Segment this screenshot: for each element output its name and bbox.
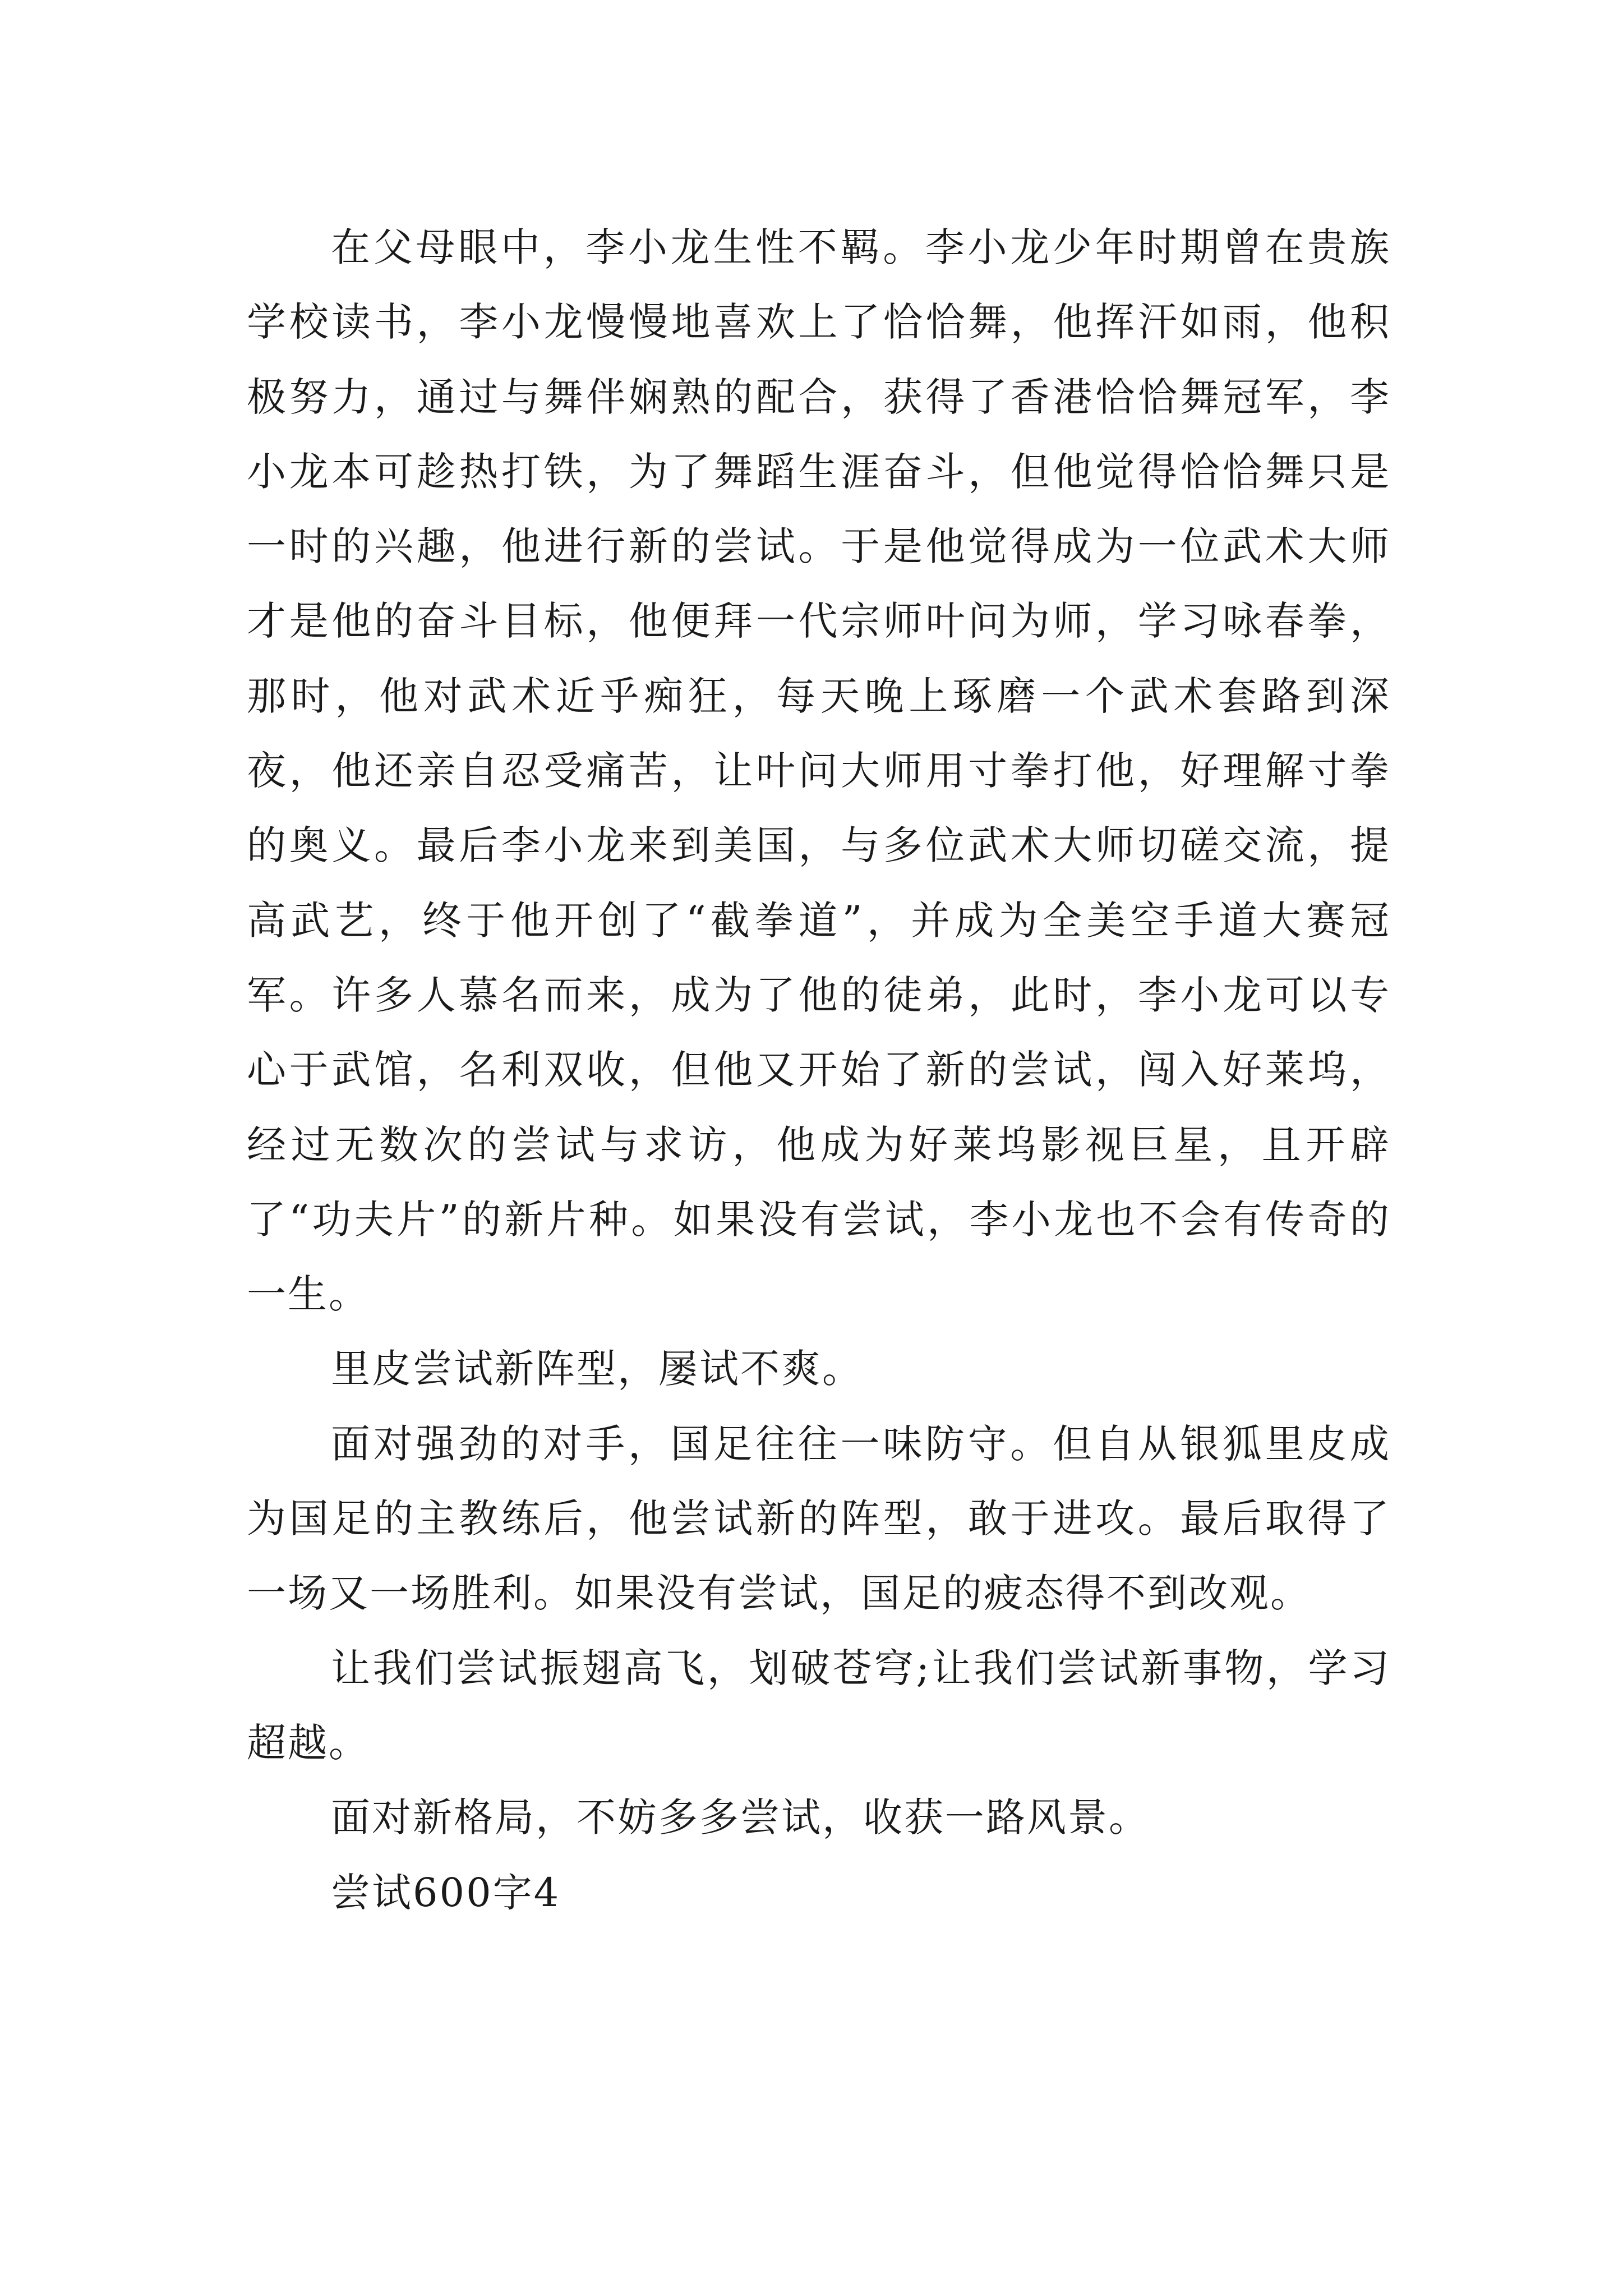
paragraph-conclusion: 面对新格局，不妨多多尝试，收获一路风景。 (331, 1795, 1150, 1841)
paragraph-bruce-lee: 在父母眼中，李小龙生性不羁。李小龙少年时期曾在贵族学校读书，李小龙慢慢地喜欢上了恰恰舞，他挥汗如雨，他积极努力，通过与舞伴娴熟的配合，获得了香港恰恰舞冠军，李小龙本可趁热打铁，为了舞蹈生涯奋斗，但他觉得恰恰舞只是一时的兴趣，他进行新的尝试。于是他觉得成为一位武术大师才是他的奋斗目标，他便拜一代宗师叶问为师，学习咏春拳，那时，他对武术近乎痴狂，每天晚上琢磨一个武术套路到深夜，他还亲自忍受痛苦，让叶问大师用寸拳打他，好理解寸拳的奥义。最后李小龙来到美国，与多位武术大师切磋交流，提高武艺，终于他开创了“截拳道”，并成为全美空手道大赛冠军。许多人慕名而来，成为了他的徒弟，此时，李小龙可以专心于武馆，名利双收，但他又开始了新的尝试，闯入好莱坞，经过无数次的尝试与求访，他成为好莱坞影视巨星，且开辟了“功夫片”的新片种。如果没有尝试，李小龙也不会有传奇的一生。 (247, 224, 1391, 1318)
section-title: 尝试600字4 (331, 1869, 561, 1916)
paragraph-lippi-heading: 里皮尝试新阵型，屡试不爽。 (331, 1346, 863, 1392)
paragraph-call-to-try: 让我们尝试振翅高飞，划破苍穹;让我们尝试新事物，学习超越。 (247, 1645, 1391, 1766)
document-body (247, 210, 1391, 1930)
paragraph-lippi-story: 面对强劲的对手，国足往往一味防守。但自从银狐里皮成为国足的主教练后，他尝试新的阵型，敢于进攻。最后取得了一场又一场胜利。如果没有尝试，国足的疲态得不到改观。 (247, 1420, 1391, 1617)
